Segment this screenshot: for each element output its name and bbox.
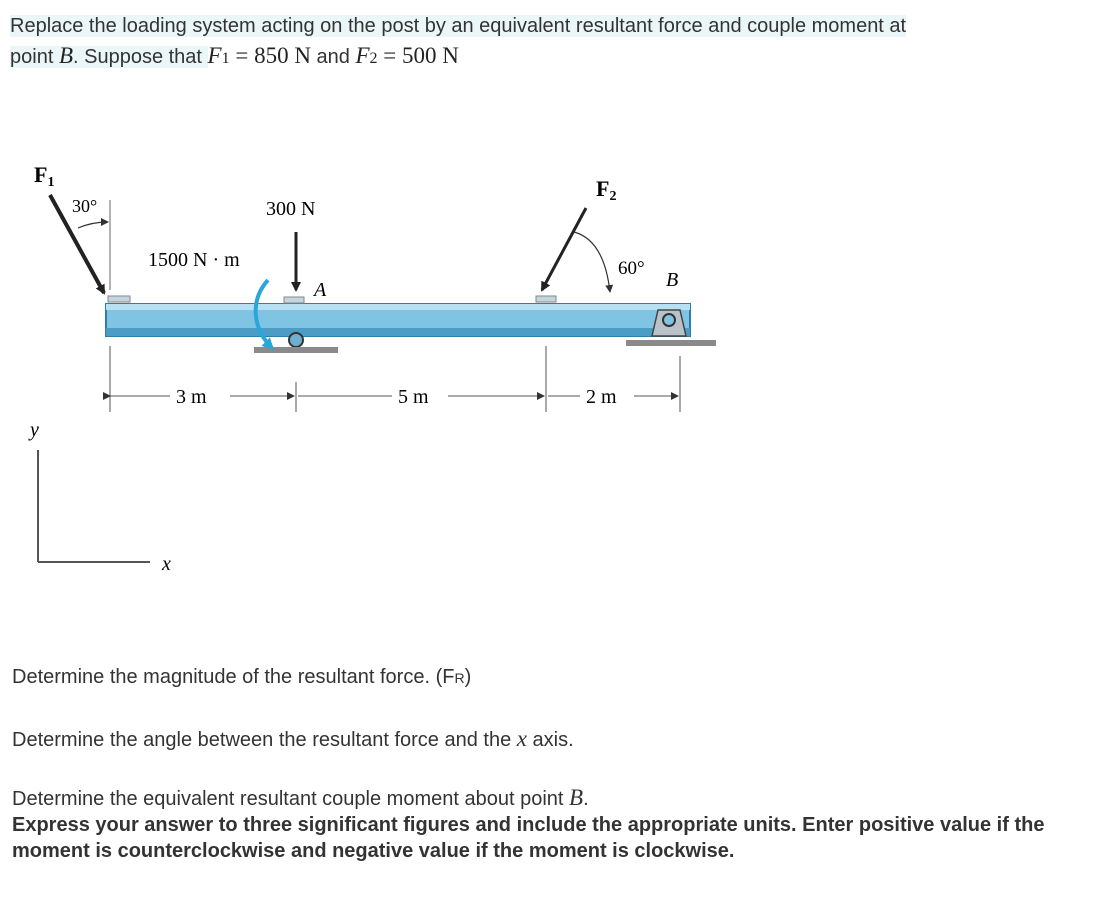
roller — [289, 333, 303, 347]
q1-text: Determine the magnitude of the resultant force. (F — [12, 666, 455, 688]
pin-ground — [626, 340, 716, 346]
beam-shadow — [106, 328, 690, 336]
f2-symbol: F — [355, 43, 370, 68]
beam-highlight — [106, 304, 690, 310]
angle-30-arc — [78, 222, 108, 228]
angle-60-arc — [574, 232, 610, 292]
q2-variable: x — [516, 726, 527, 751]
dim-2-label: 2 m — [586, 386, 617, 408]
f2-arrow — [542, 208, 586, 290]
y-axis-label: y — [30, 419, 39, 441]
f2-label: F2 — [596, 176, 617, 204]
problem-statement — [10, 12, 1050, 73]
f1-label: F1 — [34, 162, 55, 190]
f2-plate — [536, 296, 556, 302]
point-b-label: B — [666, 269, 679, 291]
angle-60-label: 60° — [618, 258, 645, 279]
f2-subscript: 2 — [369, 50, 378, 67]
f2-value: = 500 N — [377, 43, 459, 68]
suppose-text: . Suppose that — [73, 46, 208, 68]
force-300-label: 300 N — [266, 198, 316, 220]
q2-end: axis. — [526, 729, 574, 751]
q2-text: Determine the angle between the resultant force and the — [12, 729, 517, 751]
angle-30-label: 30° — [72, 196, 98, 216]
dim-3-label: 3 m — [176, 386, 207, 408]
answer-instructions: Express your answer to three significant figures and include the appropriate units. Enter positive value if the moment is counterclockwise and negative value if the moment is clockwise. — [12, 814, 1045, 862]
roller-ground — [254, 347, 338, 353]
f1-symbol: F — [207, 43, 222, 68]
q1-subscript: R — [454, 670, 465, 686]
point-b-symbol: B — [58, 43, 73, 68]
couple-label: 1500 N · m — [148, 249, 240, 271]
question-2 — [12, 726, 574, 753]
q3-variable: B — [569, 785, 584, 810]
pin — [663, 314, 675, 326]
beam-diagram-svg — [0, 150, 760, 590]
point-prefix: point — [10, 46, 59, 68]
a-plate — [284, 297, 304, 303]
and-text: and — [310, 46, 356, 68]
q3-text: Determine the equivalent resultant couple moment about point — [12, 788, 570, 810]
q1-end: ) — [464, 666, 472, 688]
question-1 — [12, 664, 471, 691]
f1-subscript: 1 — [221, 50, 230, 67]
point-a-label: A — [314, 279, 327, 301]
dim-5-label: 5 m — [398, 386, 429, 408]
f1-value: = 850 N — [229, 43, 311, 68]
q3-end: . — [583, 788, 589, 810]
x-axis-label: x — [162, 553, 171, 575]
problem-intro: Replace the loading system acting on the post by an equivalent resultant force and couple moment at — [10, 15, 907, 37]
question-3 — [12, 785, 589, 812]
f1-plate — [108, 296, 130, 302]
beam-diagram — [0, 150, 760, 590]
